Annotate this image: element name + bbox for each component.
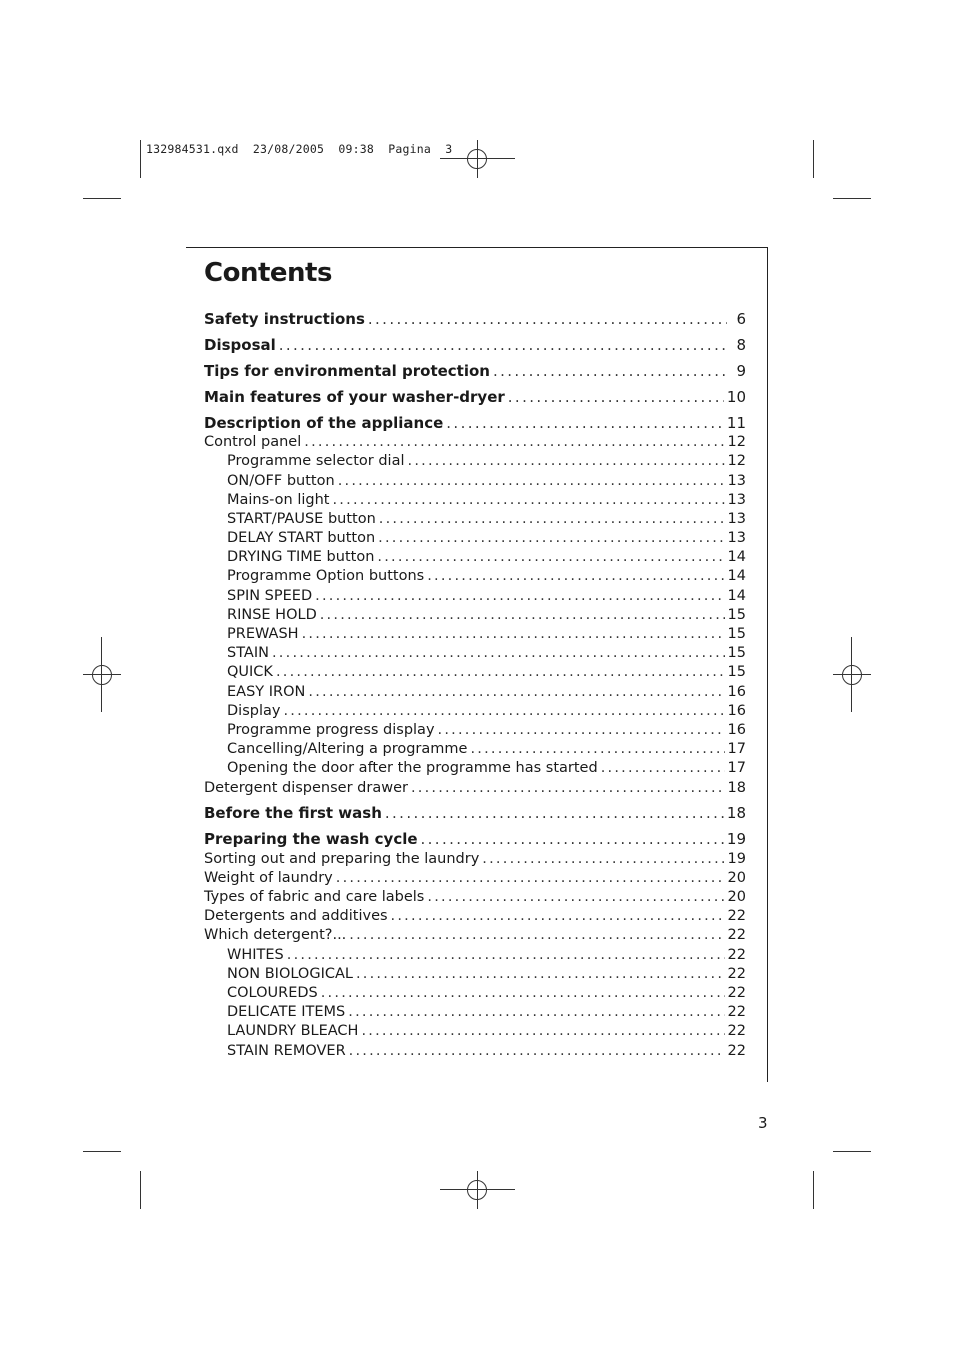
toc-entry-page: 6: [736, 310, 746, 328]
dot-leader: [348, 1003, 724, 1022]
toc-entry[interactable]: [204, 625, 746, 644]
toc-entry[interactable]: [204, 1042, 746, 1061]
dot-leader: [368, 310, 727, 329]
toc-entry-page: 10: [726, 387, 746, 406]
dot-leader: [508, 388, 724, 407]
toc-entry-page: 22: [727, 965, 746, 982]
toc-entry-label: ON/OFF button: [227, 472, 335, 489]
toc-entry-label: Control panel: [204, 434, 302, 451]
dot-leader: [308, 683, 724, 702]
toc-entry[interactable]: [204, 926, 746, 945]
toc-entry-label: Cancelling/Altering a programme: [227, 741, 468, 758]
crop-mark: [140, 140, 141, 178]
toc-entry-page: 18: [726, 804, 746, 823]
page-number: 3: [758, 1114, 768, 1132]
toc-entry-label: STAIN REMOVER: [227, 1042, 346, 1059]
toc-entry-page: 22: [727, 927, 746, 944]
toc-entry-page: 19: [727, 850, 746, 867]
toc-entry-label: Before the first wash: [204, 804, 382, 823]
dot-leader: [283, 702, 724, 721]
toc-entry[interactable]: [204, 779, 746, 798]
toc-entry[interactable]: [204, 702, 746, 721]
toc-entry-page: 13: [727, 530, 746, 547]
toc-entry-page: 15: [727, 645, 746, 662]
crop-mark: [813, 1171, 814, 1209]
dot-leader: [315, 587, 724, 606]
toc-entry-label: Description of the appliance: [204, 413, 444, 432]
crop-mark: [833, 1151, 871, 1152]
toc-entry[interactable]: [204, 548, 746, 567]
toc-entry[interactable]: [204, 587, 746, 606]
toc-entry-label: START/PAUSE button: [227, 510, 376, 527]
toc-entry[interactable]: [204, 907, 746, 926]
toc-entry[interactable]: [204, 965, 746, 984]
toc-entry[interactable]: [204, 414, 746, 433]
toc-entry-page: 22: [727, 1004, 746, 1021]
toc-entry-page: 19: [726, 830, 746, 849]
toc-entry-label: EASY IRON: [227, 683, 306, 700]
toc-entry-label: STAIN: [227, 645, 269, 662]
toc-entry-page: 16: [727, 683, 746, 700]
toc-entry-label: Preparing the wash cycle: [204, 830, 418, 849]
dot-leader: [349, 1042, 725, 1061]
toc-entry-page: 20: [727, 889, 746, 906]
toc-entry-label: DELAY START button: [227, 530, 376, 547]
toc-entry-label: Programme selector dial: [227, 453, 405, 470]
toc-entry-page: 16: [727, 721, 746, 738]
toc-entry-label: WHITES: [227, 946, 284, 963]
toc-entry-label: Safety instructions: [204, 310, 365, 328]
dot-leader: [378, 529, 724, 548]
toc-entry[interactable]: [204, 529, 746, 548]
frame-top-rule: [186, 247, 768, 248]
toc-entry-label: COLOUREDS: [227, 984, 318, 1001]
toc-entry-label: PREWASH: [227, 626, 299, 642]
dot-leader: [349, 926, 724, 945]
toc-entry-label: Programme Option buttons: [227, 568, 425, 585]
toc-entry[interactable]: [204, 830, 746, 849]
dot-leader: [279, 336, 727, 355]
toc-entry-label: Sorting out and preparing the laundry: [204, 850, 480, 867]
toc-entry-page: 14: [727, 549, 746, 566]
toc-entry[interactable]: [204, 433, 746, 452]
toc-entry-label: Display: [227, 702, 281, 719]
dot-leader: [276, 663, 725, 682]
page-title: Contents: [204, 258, 332, 288]
toc-entry[interactable]: [204, 491, 746, 510]
toc-entry-label: Disposal: [204, 335, 276, 354]
toc-entry-page: 18: [727, 779, 746, 796]
toc-entry-label: QUICK: [227, 664, 273, 681]
toc-entry-label: NON BIOLOGICAL: [227, 965, 353, 982]
toc-entry[interactable]: [204, 740, 746, 759]
dot-leader: [320, 606, 725, 625]
toc-entry-page: 14: [727, 587, 746, 604]
toc-entry-label: LAUNDRY BLEACH: [227, 1023, 359, 1040]
table-of-contents: [204, 306, 746, 1061]
toc-entry[interactable]: [204, 388, 746, 407]
dot-leader: [287, 946, 725, 965]
toc-entry-page: 22: [727, 1023, 746, 1040]
toc-entry[interactable]: [204, 721, 746, 740]
toc-entry[interactable]: [204, 804, 746, 823]
toc-entry[interactable]: [204, 644, 746, 663]
crop-mark: [83, 198, 121, 199]
toc-entry[interactable]: [204, 759, 746, 778]
dot-leader: [379, 510, 725, 529]
toc-entry-page: 12: [727, 434, 746, 451]
toc-entry[interactable]: [204, 336, 746, 355]
dot-leader: [470, 740, 724, 759]
frame-right-rule: [767, 247, 768, 1082]
dot-leader: [272, 644, 725, 663]
toc-entry[interactable]: [204, 683, 746, 702]
dot-leader: [446, 414, 724, 433]
toc-entry[interactable]: [204, 362, 746, 381]
dot-leader: [493, 362, 727, 381]
print-slug: 132984531.qxd 23/08/2005 09:38 Pagina 3: [146, 142, 453, 156]
toc-entry[interactable]: [204, 869, 746, 888]
toc-entry[interactable]: [204, 663, 746, 682]
toc-entry-label: Tips for environmental protection: [204, 361, 490, 380]
toc-entry[interactable]: [204, 452, 746, 471]
toc-entry-label: Mains-on light: [227, 491, 330, 508]
dot-leader: [482, 850, 724, 869]
crop-mark: [813, 140, 814, 178]
toc-entry-label: Detergents and additives: [204, 908, 388, 925]
toc-entry-label: Weight of laundry: [204, 869, 333, 886]
dot-leader: [427, 567, 724, 586]
toc-entry[interactable]: [204, 888, 746, 907]
toc-entry-page: 22: [727, 1042, 746, 1059]
dot-leader: [361, 1022, 724, 1041]
toc-entry-page: 13: [727, 491, 746, 508]
toc-entry[interactable]: [204, 946, 746, 965]
toc-entry-page: 9: [736, 361, 746, 380]
dot-leader: [321, 984, 725, 1003]
toc-entry[interactable]: [204, 310, 746, 329]
dot-leader: [338, 472, 725, 491]
dot-leader: [377, 548, 724, 567]
toc-entry-page: 22: [727, 908, 746, 925]
toc-entry-page: 16: [727, 702, 746, 719]
toc-entry-page: 8: [736, 335, 746, 354]
dot-leader: [304, 433, 724, 452]
toc-entry-page: 13: [727, 472, 746, 489]
dot-leader: [601, 759, 725, 778]
toc-entry-page: 22: [727, 984, 746, 1001]
toc-entry[interactable]: [204, 472, 746, 491]
toc-entry-page: 12: [727, 453, 746, 470]
toc-entry-label: Types of fabric and care labels: [204, 889, 425, 906]
toc-entry[interactable]: [204, 1003, 746, 1022]
toc-entry-label: Main features of your washer-dryer: [204, 387, 505, 406]
toc-entry[interactable]: [204, 850, 746, 869]
toc-entry-page: 17: [727, 741, 746, 758]
toc-entry[interactable]: [204, 567, 746, 586]
crop-mark: [833, 198, 871, 199]
toc-entry[interactable]: [204, 606, 746, 625]
dot-leader: [411, 779, 725, 798]
dot-leader: [408, 452, 725, 471]
toc-entry-label: Programme progress display: [227, 721, 435, 738]
toc-entry-label: RINSE HOLD: [227, 606, 317, 623]
dot-leader: [385, 804, 724, 823]
dot-leader: [332, 491, 724, 510]
crop-mark: [83, 1151, 121, 1152]
crop-mark: [140, 1171, 141, 1209]
toc-entry-label: DELICATE ITEMS: [227, 1004, 346, 1021]
toc-entry-page: 15: [727, 606, 746, 623]
toc-entry-label: SPIN SPEED: [227, 587, 313, 604]
dot-leader: [421, 830, 724, 849]
dot-leader: [356, 965, 725, 984]
toc-entry-page: 11: [726, 413, 746, 432]
toc-entry-page: 17: [727, 760, 746, 777]
dot-leader: [391, 907, 725, 926]
dot-leader: [336, 869, 725, 888]
toc-entry-page: 20: [727, 869, 746, 886]
dot-leader: [302, 625, 725, 644]
toc-entry[interactable]: [204, 510, 746, 529]
toc-entry-page: 15: [727, 664, 746, 681]
toc-entry-label: Which detergent?...: [204, 927, 347, 944]
toc-entry-page: 13: [727, 510, 746, 527]
toc-entry-page: 15: [727, 626, 746, 642]
dot-leader: [438, 721, 725, 740]
toc-entry-page: 22: [727, 946, 746, 963]
toc-entry-page: 14: [727, 568, 746, 585]
dot-leader: [427, 888, 724, 907]
toc-entry-label: Opening the door after the programme has started: [227, 760, 598, 777]
toc-entry-label: DRYING TIME button: [227, 549, 375, 566]
toc-entry-label: Detergent dispenser drawer: [204, 779, 408, 796]
toc-entry[interactable]: [204, 1022, 746, 1041]
toc-entry[interactable]: [204, 984, 746, 1003]
